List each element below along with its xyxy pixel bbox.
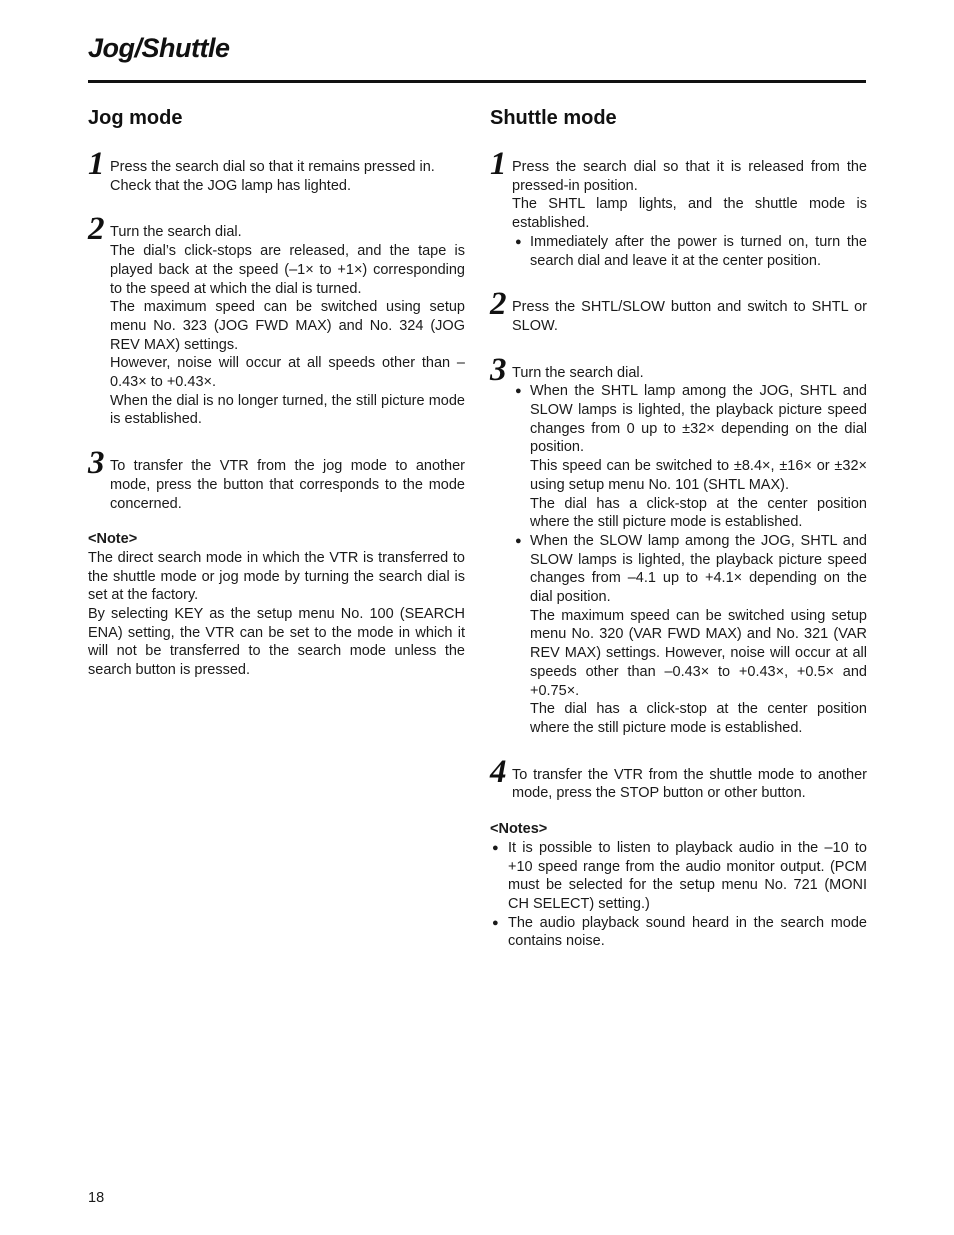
step-number: 3 xyxy=(490,351,507,388)
bullet-item: ● Immediately after the power is turned on, turn the search dial and leave it at the center position. xyxy=(512,233,867,270)
jog-step-1 xyxy=(88,146,465,195)
jog-step-3 xyxy=(88,445,465,513)
shuttle-step-2 xyxy=(490,286,867,335)
note-text: The direct search mode in which the VTR is transferred to the shuttle mode or jog mode by turning the search dial is set at the factory. xyxy=(88,549,465,604)
step-text: However, noise will occur at all speeds other than –0.43× to +0.43×. xyxy=(110,355,465,391)
note-text: By selecting KEY as the setup menu No. 100 (SEARCH ENA) setting, the VTR can be set to the mode in which it will not be transferred to the search mode unless the search button is pressed. xyxy=(88,606,465,679)
step-text: The maximum speed can be switched using setup menu No. 323 (JOG FWD MAX) and No. 324 (JOG REV MAX) settings. xyxy=(110,299,465,353)
step-bullets xyxy=(512,233,867,270)
page-title: Jog/Shuttle xyxy=(88,33,230,63)
bullet-text: The dial has a click-stop at the center position where the still picture mode is established. xyxy=(530,701,867,736)
bullet-text: ● When the SLOW lamp among the JOG, SHTL and SLOW lamps is lighted, the playback picture speed changes from –4.1 up to +4.1× depending on the dial position. xyxy=(530,532,867,606)
notes-bullets xyxy=(490,839,867,951)
bullet-text: ● When the SHTL lamp among the JOG, SHTL and SLOW lamps is lighted, the playback picture speed changes from 0 up to ±32× depending on the dial position. xyxy=(530,383,867,456)
bullet-item: ● It is possible to listen to playback audio in the –10 to +10 speed range from the audio monitor output. (PCM must be selected for the setup menu No. 721 (MONI CH SELECT) setting.) xyxy=(490,839,867,914)
bullet-text: This speed can be switched to ±8.4×, ±16× or ±32× using setup menu No. 101 (SHTL MAX). xyxy=(530,458,867,493)
step-text: The SHTL lamp lights, and the shuttle mode is established. xyxy=(512,196,867,232)
step-text: Press the SHTL/SLOW button and switch to SHTL or SLOW. xyxy=(512,299,867,334)
step-text: Press the search dial so that it is released from the pressed-in position. xyxy=(512,159,867,194)
bullet-item xyxy=(512,382,867,532)
step-number: 2 xyxy=(88,211,105,248)
shuttle-step-1 xyxy=(490,146,867,270)
title-rule xyxy=(88,80,866,83)
step-number: 4 xyxy=(490,753,507,790)
step-number: 3 xyxy=(88,445,105,482)
page-number: 18 xyxy=(88,1190,105,1206)
step-text: The dial’s click-stops are released, and the tape is played back at the speed (–1× to +1×) corresponding to the speed at which the dial is turned. xyxy=(110,243,465,297)
bullet-item xyxy=(512,532,867,738)
shuttle-step-3 xyxy=(490,351,867,738)
note-heading: <Note> xyxy=(88,531,138,548)
step-number: 1 xyxy=(490,146,507,182)
step-text: When the dial is no longer turned, the still picture mode is established. xyxy=(110,392,465,428)
jog-note xyxy=(88,530,465,680)
shuttle-step-4 xyxy=(490,753,867,803)
bullet-text: The dial has a click-stop at the center position where the still picture mode is established. xyxy=(530,495,867,531)
step-text: Turn the search dial. xyxy=(110,224,242,241)
bullet-item: ● The audio playback sound heard in the search mode contains noise. xyxy=(490,914,867,951)
jog-mode-heading: Jog mode xyxy=(88,107,183,129)
step-text: To transfer the VTR from the jog mode to another mode, press the button that corresponds to the mode concerned. xyxy=(110,458,465,512)
shuttle-mode-heading: Shuttle mode xyxy=(490,107,617,129)
shuttle-notes xyxy=(490,820,867,951)
bullet-text: The maximum speed can be switched using setup menu No. 320 (VAR FWD MAX) and No. 321 (VAR REV MAX) settings. However, noise will occur at all speeds other than –0.43× to +0.43×, +0.5× and +0.75×. xyxy=(530,607,867,699)
jog-mode-section xyxy=(88,104,465,680)
step-text: Press the search dial so that it remains pressed in. xyxy=(110,159,435,175)
step-bullets xyxy=(512,382,867,737)
step-text: Turn the search dial. xyxy=(512,364,644,381)
notes-heading: <Notes> xyxy=(490,821,548,838)
shuttle-mode-section xyxy=(490,104,867,951)
step-text: Check that the JOG lamp has lighted. xyxy=(110,177,351,194)
jog-step-2 xyxy=(88,211,465,429)
step-text: To transfer the VTR from the shuttle mode to another mode, press the STOP button or other button. xyxy=(512,766,867,802)
step-number: 2 xyxy=(490,286,507,323)
step-number: 1 xyxy=(88,146,105,182)
